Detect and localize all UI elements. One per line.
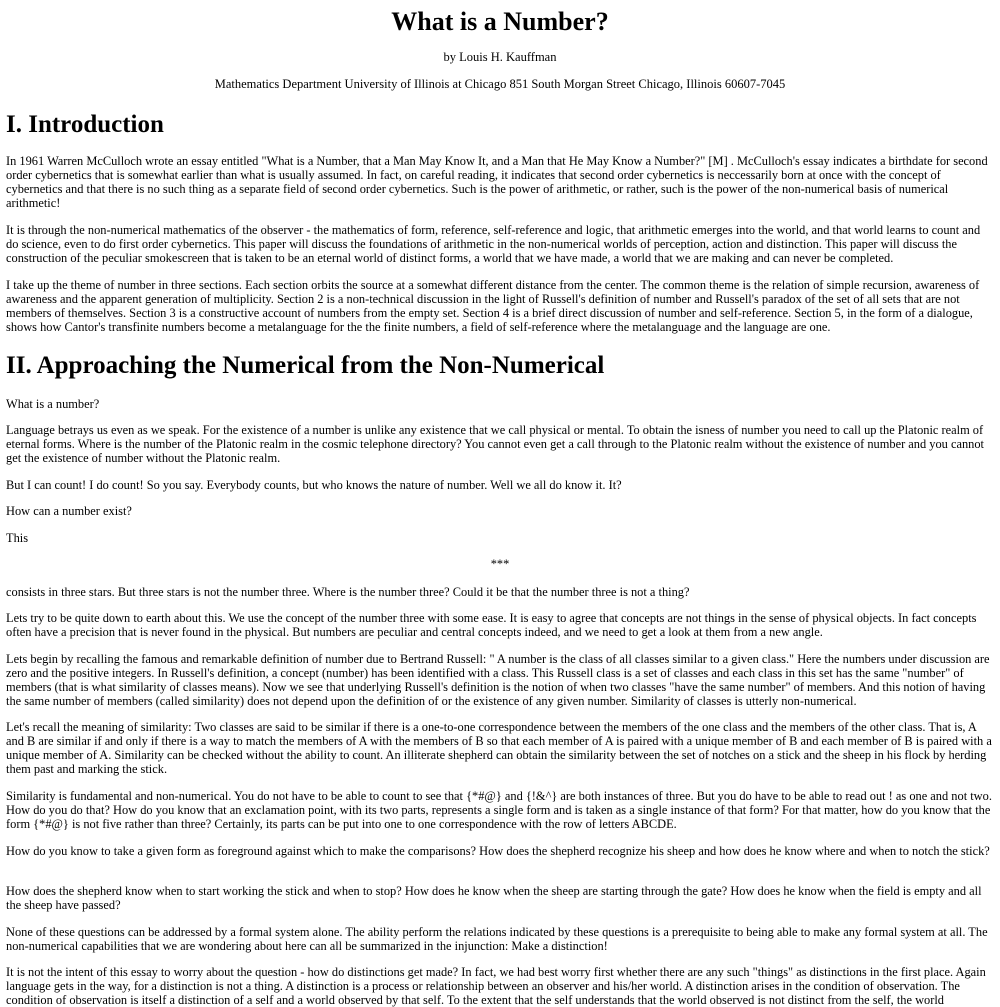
author-byline: by Louis H. Kauffman bbox=[443, 50, 557, 64]
paragraph: How do you know to take a given form as foreground against which to make the comparisons? How does the shepherd recognize his sheep and how does he know where and when to notch the stick? bbox=[6, 844, 990, 858]
paragraph: consists in three stars. But three stars is not the number three. Where is the number three? Could it be that the number three is not a thing? bbox=[6, 585, 690, 599]
paragraph: How can a number exist? bbox=[6, 504, 132, 518]
paragraph: Language betrays us even as we speak. For the existence of a number is unlike any existence that we call physical or mental. To obtain the isness of number you need to call up the Platonic realm of eternal forms. Where is the number of the Platonic realm in the cosmic telephone directory? You cannot even get a call through to the Platonic realm without the existence of number and you cannot get the existence of number without the Platonic realm. bbox=[6, 423, 984, 465]
three-stars: *** bbox=[490, 557, 510, 571]
paragraph: It is through the non-numerical mathematics of the observer - the mathematics of form, reference, self-reference and logic, that arithmetic emerges into the world, and that world learns to count and do science, even to do first order cybernetics. This paper will discuss the foundations of arithmetic in the non-numerical worlds of perception, action and distinction. This paper will discuss the construction of the peculiar smokescreen that is taken to be an eternal world of distinct forms, a world that we have made, a world that we are making and can never be completed. bbox=[6, 223, 981, 265]
paragraph: In 1961 Warren McCulloch wrote an essay entitled "What is a Number, that a Man May Know It, and a Man that He May Know a Number?" [M] . McCulloch's essay indicates a birthdate for second order cybernetics that is somewhat earlier than what is usually assumed. In fact, on careful reading, it indicates that second order cybernetics is neccessarily born at once with the concept of cybernetics and that there is no such thing as a separate field of second order cybernetics. Such is the power of arithmetic, or rather, such is the power of the non-numerical basis of numerical arithmetic! bbox=[6, 154, 988, 210]
author-affiliation: Mathematics Department University of Illinois at Chicago 851 South Morgan Street Chicago, Illinois 60607-7045 bbox=[214, 77, 786, 91]
paragraph: Lets begin by recalling the famous and remarkable definition of number due to Bertrand Russell: " A number is the class of all classes similar to a given class." Here the numbers under discussion are zero and the positive integers. In Russell's definition, a concept (number) has been identified with a class. This Russell class is a set of classes and each class in this set has the same "number" of members (that is what similarity of classes means). Now we see that underlying Russell's definition is the notion of when two classes "have the same number" of members. And this notion of having the same number of members (called similarity) does not depend upon the definition of or the existence of any given number. Similarity of classes is utterly non-numerical. bbox=[6, 652, 990, 708]
paragraph: Let's recall the meaning of similarity: Two classes are said to be similar if there is a one-to-one correspondence between the members of the one class and the members of the other class. That is, A and B are similar if and only if there is a way to match the members of A with the members of B so that each member of A is paired with a unique member of B and each member of B is paired with a unique member of A. Similarity can be checked without the ability to count. An illiterate shepherd can obtain the similarity between the set of notches on a stick and the sheep in his flock by herding them past and marking the stick. bbox=[6, 720, 992, 776]
section-heading-approaching: II. Approaching the Numerical from the Non-Numerical bbox=[6, 352, 605, 379]
paragraph: Lets try to be quite down to earth about this. We use the concept of the number three with some ease. It is easy to agree that concepts are not things in the sense of physical objects. In fact concepts often have a precision that is never found in the physical. But numbers are peculiar and central concepts indeed, and we need to get a look at them from a new angle. bbox=[6, 611, 977, 639]
paragraph: What is a number? bbox=[6, 397, 100, 411]
paragraph: This bbox=[6, 531, 29, 545]
section-heading-introduction: I. Introduction bbox=[6, 111, 164, 138]
paragraph: I take up the theme of number in three sections. Each section orbits the source at a somewhat different distance from the center. The common theme is the relation of simple recursion, awareness of awareness and the apparent generation of multiplicity. Section 2 is a non-technical discussion in the light of Russell's definition of number and Russell's paradox of the set of all sets that are not members of themselves. Section 3 is a constructive account of numbers from the empty set. Section 4 is a brief direct discussion of number and self-reference. Section 5, in the form of a dialogue, shows how Cantor's transfinite numbers become a metalanguage for the the finite numbers, a field of self-reference where the metalanguage and the language are one. bbox=[6, 278, 980, 334]
paragraph: But I can count! I do count! So you say. Everybody counts, but who knows the nature of number. Well we all do know it. It? bbox=[6, 478, 622, 492]
paragraph: Similarity is fundamental and non-numerical. You do not have to be able to count to see that {*#@} and {!&^} are both instances of three. But you do have to be able to read out ! as one and not two. How do you do that? How do you know that an exclamation point, with its two parts, represents a single form and is taken as a single instance of that form? For that matter, how do you know that the form {*#@} is not five rather than three? Certainly, its parts can be put into one to one correspondence with the row of letters ABCDE. bbox=[6, 789, 992, 831]
paragraph: None of these questions can be addressed by a formal system alone. The ability perform the relations indicated by these questions is a prerequisite to being able to make any formal system at all. The non-numerical capabilities that we are wondering about here can all be summarized in the injunction: Make a distinction! bbox=[6, 925, 988, 953]
paragraph: How does the shepherd know when to start working the stick and when to stop? How does he know when the sheep are starting through the gate? How does he know when the field is empty and all the sheep have passed? bbox=[6, 884, 982, 912]
page-title: What is a Number? bbox=[391, 7, 609, 36]
paragraph: It is not the intent of this essay to worry about the question - how do distinctions get made? In fact, we had best worry first whether there are any such "things" as distinctions in the first place. Again language gets in the way, for a distinction is not a thing. A distinction is a process or relationship between an observer and his/her world. A distinction arises in the condition of observation. The condition of observation is itself a distinction of a self and a world observed by that self. To the extent that the self understands that the world observed is not distinct from the self, the world bbox=[6, 965, 986, 1007]
